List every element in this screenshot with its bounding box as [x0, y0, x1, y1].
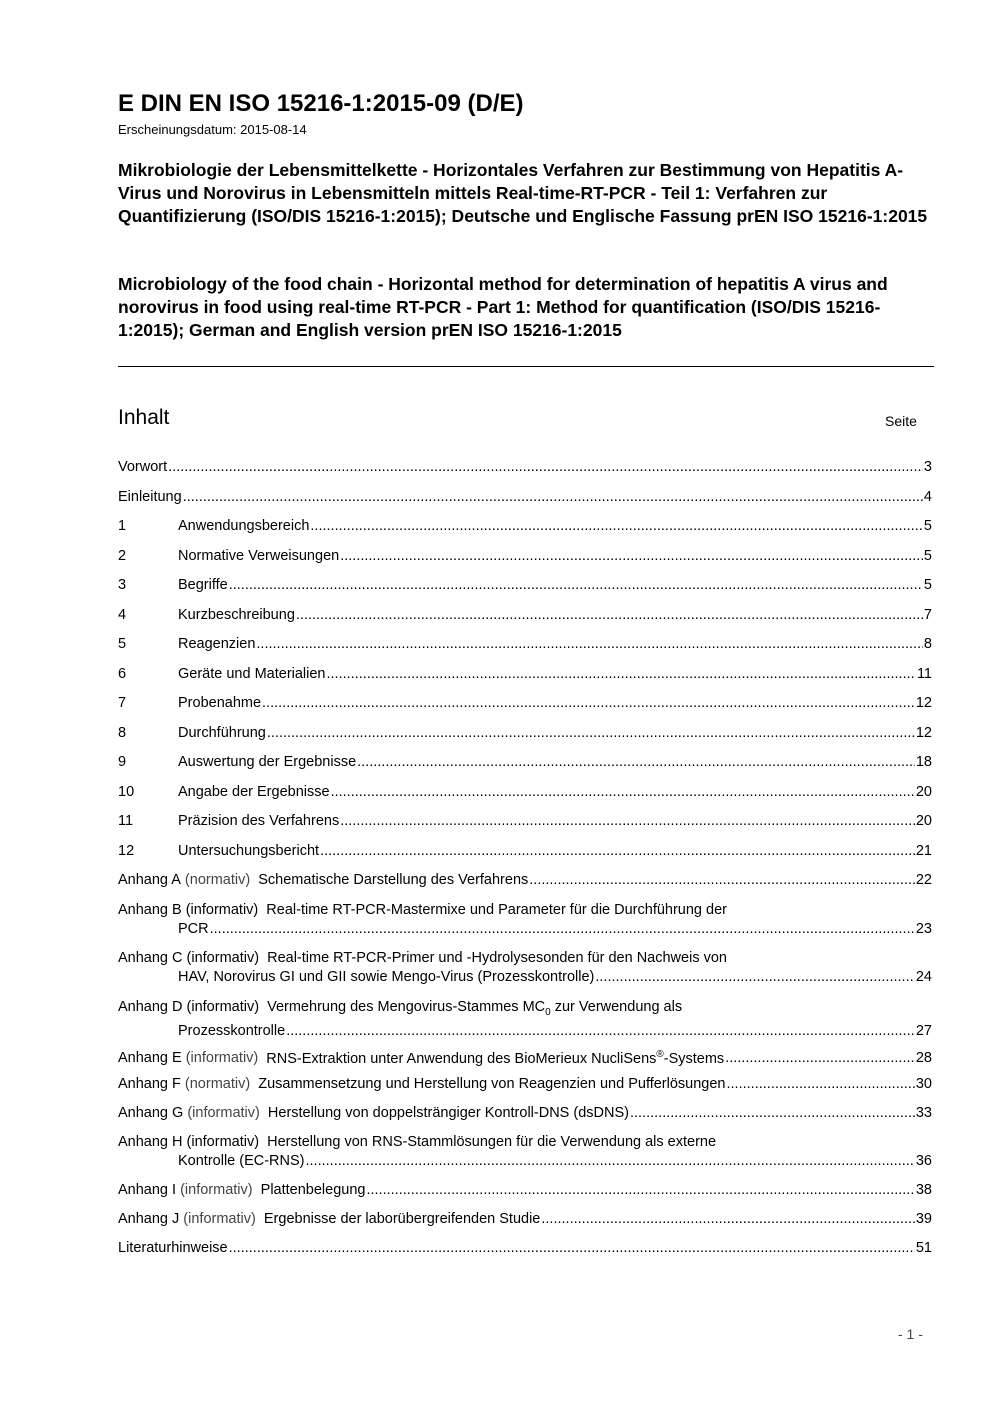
toc-line [118, 783, 932, 801]
publication-date: Erscheinungsdatum: 2015-08-14 [118, 122, 307, 137]
toc-line [118, 1239, 932, 1257]
toc-entry-page: 4 [923, 488, 932, 505]
toc-entry-number: 2 [118, 547, 127, 564]
toc-entry-page: 3 [923, 459, 932, 475]
toc-entry-title: Geräte und Materialien [178, 665, 326, 682]
toc-leader-dots [340, 547, 923, 565]
toc-line [118, 949, 932, 967]
toc-entry-page: 33 [915, 1104, 932, 1121]
annex-type: (informativ) [179, 1211, 264, 1227]
annex-title: Herstellung von RNS-Stammlösungen für die Verwendung als externe [267, 1134, 717, 1150]
annex-label: Anhang J [118, 1211, 180, 1227]
annex-label: Anhang I [118, 1182, 177, 1198]
annex-title: Herstellung von doppelsträngiger Kontroll-DNS (dsDNS) [267, 1104, 629, 1121]
toc-entry-number: 6 [118, 665, 127, 682]
annex-type: (informativ) [182, 950, 268, 966]
annex-title-continued: PCR [178, 920, 209, 937]
toc-entry-title: Angabe der Ergebnisse [178, 783, 330, 800]
toc-entry-title: Literaturhinweise [118, 1240, 228, 1256]
annex-title-part: RNS-Extraktion unter Anwendung des BioMerieux NucliSens [266, 1050, 657, 1067]
toc-annex-entry [118, 901, 932, 938]
toc-entry [118, 694, 932, 712]
toc-entry [118, 665, 932, 683]
toc-line [118, 694, 932, 712]
toc-line [118, 968, 932, 986]
annex-label: Anhang B [118, 901, 182, 918]
toc-annex-entry [118, 1133, 932, 1170]
toc-leader-dots [262, 694, 915, 712]
toc-line [118, 753, 932, 771]
toc-bibliography-entry [118, 1239, 932, 1257]
annex-label: Anhang E [118, 1050, 182, 1067]
toc-entry-page: 12 [915, 724, 932, 741]
toc-entry [118, 517, 932, 535]
toc-line [118, 547, 932, 565]
toc-leader-dots [725, 1049, 915, 1067]
toc-line [118, 1075, 932, 1093]
annex-label: Anhang F [118, 1075, 181, 1092]
annex-label: Anhang C [118, 950, 183, 966]
toc-line [118, 1181, 932, 1199]
toc-leader-dots [286, 1022, 915, 1040]
toc-entry [118, 547, 932, 565]
toc-annex-entry [118, 1075, 932, 1093]
annex-type: (informativ) [182, 1134, 268, 1150]
annex-title: Schematische Darstellung des Verfahrens [258, 872, 529, 888]
toc-entry [118, 753, 932, 771]
toc-entry [118, 783, 932, 801]
toc-entry-page: 22 [915, 872, 932, 888]
annex-title-part: Vermehrung des Mengovirus-Stammes MC [267, 998, 546, 1015]
title-german: Mikrobiologie der Lebensmittelkette - Horizontales Verfahren zur Bestimmung von Hepatitis A-Virus und Norovirus in Lebensmitteln mittels Real-time-RT-PCR - Teil 1: Verfahren zur Quantifizierung (ISO/DIS 15216-1:2015); Deutsche und Englische Fassung prEN ISO 15216-1:2015 [118, 160, 928, 226]
toc-annex-entry [118, 949, 932, 986]
toc-entry-title: Reagenzien [178, 636, 256, 652]
toc-line [118, 998, 932, 1022]
toc-leader-dots [320, 842, 915, 860]
toc-line [118, 1104, 932, 1122]
toc-entry-title: Kurzbeschreibung [178, 606, 295, 623]
annex-superscript: ® [656, 1048, 664, 1060]
toc-line [118, 1022, 932, 1040]
toc-line [118, 1046, 932, 1068]
toc-entry-number: 11 [118, 813, 134, 829]
toc-entry-page: 5 [923, 518, 932, 534]
toc-entry-page: 36 [915, 1153, 932, 1169]
toc-entry [118, 488, 932, 506]
toc-entry-page: 8 [923, 636, 932, 652]
toc-line [118, 1210, 932, 1228]
toc-leader-dots [229, 1239, 915, 1257]
toc-entry-page: 51 [915, 1240, 932, 1256]
toc-heading: Inhalt [118, 406, 170, 429]
toc-leader-dots [210, 920, 915, 938]
toc-entry-page: 28 [915, 1050, 932, 1067]
toc-leader-dots [340, 812, 915, 830]
toc-line [118, 517, 932, 535]
toc-entry-page: 12 [915, 695, 932, 711]
toc-entry-title: Anwendungsbereich [178, 518, 310, 534]
toc-line [118, 1152, 932, 1170]
annex-label: Anhang A [118, 872, 181, 888]
toc-entry-title: Untersuchungsbericht [178, 842, 320, 859]
toc-entry-number: 9 [118, 754, 127, 770]
toc-line [118, 606, 932, 624]
header-divider [118, 366, 934, 367]
toc-entry-number: 1 [118, 518, 127, 534]
toc-entry-page: 18 [915, 754, 932, 770]
toc-leader-dots [327, 665, 916, 683]
toc-entry-title: Einleitung [118, 488, 182, 505]
toc-entry [118, 606, 932, 624]
toc-entry-number: 8 [118, 724, 127, 741]
toc-line [118, 842, 932, 860]
toc-leader-dots [168, 458, 923, 476]
annex-subscript: 0 [545, 1006, 551, 1018]
toc-leader-dots [331, 783, 915, 801]
toc-annex-entry [118, 1104, 932, 1122]
toc-leader-dots [595, 968, 914, 986]
toc-entry-page: 5 [923, 577, 932, 593]
annex-label: Anhang G [118, 1104, 184, 1121]
toc-leader-dots [366, 1181, 914, 1199]
annex-title: Zusammensetzung und Herstellung von Reagenzien und Pufferlösungen [258, 1075, 726, 1092]
toc-line [118, 488, 932, 506]
annex-title: Real-time RT-PCR-Mastermixe und Parameter für die Durchführung der [266, 901, 727, 918]
annex-title-continued: Prozesskontrolle [178, 1023, 286, 1040]
toc-line [118, 1133, 932, 1151]
toc-entry-title: Präzision des Verfahrens [178, 813, 340, 829]
toc-entry-page: 27 [915, 1023, 932, 1040]
annex-title [267, 998, 683, 1018]
toc-line [118, 871, 932, 889]
toc-entry-title: Auswertung der Ergebnisse [178, 754, 357, 770]
toc-entry [118, 458, 932, 476]
annex-title-part: zur Verwendung als [550, 998, 683, 1015]
toc-entry-number: 7 [118, 695, 127, 711]
toc-entry-number: 5 [118, 636, 127, 652]
annex-title-continued: HAV, Norovirus GI und GII sowie Mengo-Virus (Prozesskontrolle) [178, 969, 595, 985]
toc-leader-dots [727, 1075, 915, 1093]
toc-entry [118, 635, 932, 653]
toc-entry-page: 7 [923, 606, 932, 623]
toc-entry-title: Probenahme [178, 695, 262, 711]
toc-entry-page: 30 [915, 1075, 932, 1092]
annex-title [266, 1046, 724, 1068]
toc-entry-page: 20 [915, 813, 932, 829]
toc-line [118, 724, 932, 742]
toc-annex-entry [118, 1046, 932, 1068]
toc-leader-dots [541, 1210, 914, 1228]
toc-leader-dots [310, 517, 923, 535]
annex-type: (normativ) [180, 1075, 259, 1092]
toc-entry-title: Normative Verweisungen [178, 547, 340, 564]
toc-annex-entry [118, 871, 932, 889]
title-english: Microbiology of the food chain - Horizontal method for determination of hepatitis A virus and norovirus in food using real-time RT-PCR - Part 1: Method for quantification (ISO/DIS 15216-1:2015); German and English version prEN ISO 15216-1:2015 [118, 274, 888, 340]
toc-leader-dots [357, 753, 915, 771]
page-number: - 1 - [898, 1326, 923, 1342]
annex-type: (informativ) [183, 1104, 268, 1121]
toc-entry-page: 20 [915, 783, 932, 800]
toc-entry-page: 24 [915, 969, 932, 985]
annex-title-continued: Kontrolle (EC-RNS) [178, 1153, 305, 1169]
toc-entry [118, 842, 932, 860]
annex-type: (informativ) [181, 1050, 267, 1067]
toc-line [118, 635, 932, 653]
toc-entry-page: 23 [915, 920, 932, 937]
annex-label: Anhang D [118, 998, 183, 1015]
toc-annex-entry [118, 1181, 932, 1199]
toc-entry-number: 4 [118, 606, 127, 623]
toc-entry-page: 21 [915, 842, 932, 859]
toc-leader-dots [296, 606, 923, 624]
toc-line [118, 920, 932, 938]
toc-line [118, 576, 932, 594]
toc-entry-number: 12 [118, 842, 135, 859]
toc-entry-number: 10 [118, 783, 135, 800]
toc-line [118, 665, 932, 683]
annex-type: (informativ) [182, 998, 268, 1015]
toc-leader-dots [229, 576, 923, 594]
toc-annex-entry [118, 998, 932, 1041]
annex-type: (normativ) [180, 872, 259, 888]
toc-entry [118, 576, 932, 594]
toc-annex-entry [118, 1210, 932, 1228]
toc-entry-page: 5 [923, 547, 932, 564]
toc-entry-number: 3 [118, 577, 127, 593]
toc-entry-page: 39 [915, 1211, 932, 1227]
toc-line [118, 812, 932, 830]
toc-entry [118, 812, 932, 830]
toc-leader-dots [630, 1104, 915, 1122]
toc-line [118, 901, 932, 919]
annex-title: Real-time RT-PCR-Primer und -Hydrolysesonden für den Nachweis von [267, 950, 727, 966]
annex-label: Anhang H [118, 1134, 183, 1150]
toc-page-column-label: Seite [885, 413, 917, 429]
toc-entry-page: 11 [916, 665, 932, 682]
toc-leader-dots [267, 724, 915, 742]
toc-line [118, 458, 932, 476]
document-id: E DIN EN ISO 15216-1:2015-09 (D/E) [118, 90, 524, 117]
toc-leader-dots [256, 635, 923, 653]
toc-leader-dots [306, 1152, 915, 1170]
annex-title-part: -Systems [663, 1050, 725, 1067]
annex-type: (informativ) [181, 901, 267, 918]
toc-leader-dots [183, 488, 923, 506]
toc-leader-dots [529, 871, 915, 889]
toc-entry [118, 724, 932, 742]
annex-type: (informativ) [176, 1182, 261, 1198]
annex-title: Plattenbelegung [260, 1182, 366, 1198]
toc-entry-title: Durchführung [178, 724, 266, 741]
annex-title: Ergebnisse der laborübergreifenden Studie [263, 1211, 541, 1227]
toc-entry-title: Vorwort [118, 459, 168, 475]
toc-entry-title: Begriffe [178, 577, 228, 593]
toc-entry-page: 38 [915, 1182, 932, 1198]
